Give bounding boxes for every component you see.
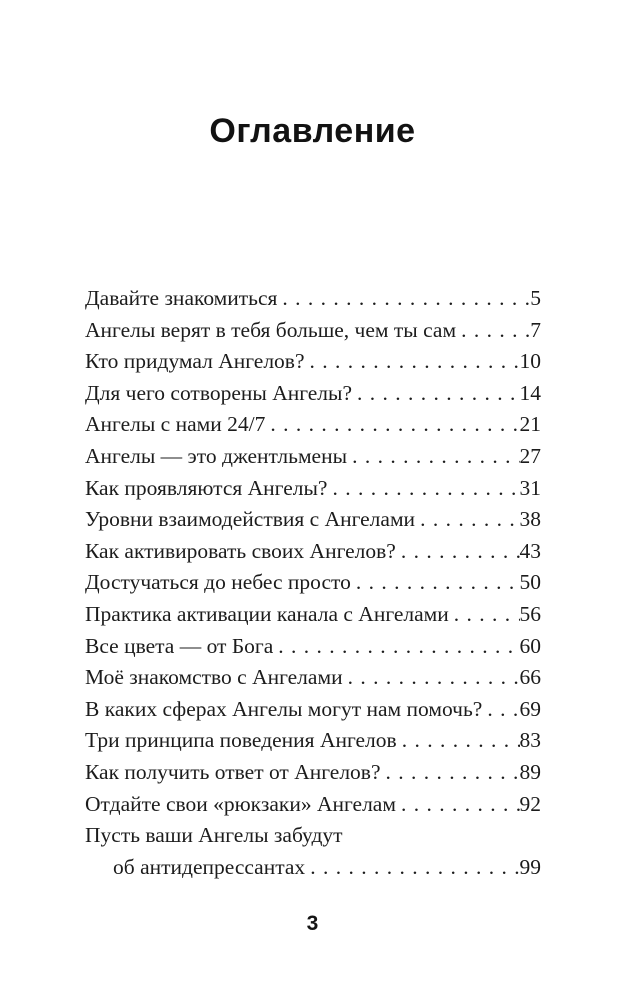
- toc-entry: [85, 694, 541, 726]
- toc-entry: [85, 789, 541, 821]
- toc-entry: [85, 662, 541, 694]
- toc-page-number: 83: [519, 728, 541, 753]
- toc-page-number: 21: [519, 412, 541, 437]
- toc-entry-title: Кто придумал Ангелов?: [85, 349, 305, 374]
- toc-entry: [85, 567, 541, 599]
- toc-entry: [85, 852, 541, 884]
- toc-page-number: 38: [519, 507, 541, 532]
- toc-entry: [85, 315, 541, 347]
- dot-leader: [454, 599, 520, 631]
- toc-entry: [85, 504, 541, 536]
- dot-leader: [310, 852, 519, 884]
- dot-leader: [270, 409, 519, 441]
- toc-entry: [85, 536, 541, 568]
- toc-entry-title: В каких сферах Ангелы могут нам помочь?: [85, 696, 483, 721]
- toc-entry-title: Ангелы с нами 24/7: [85, 412, 266, 437]
- dot-leader: [356, 567, 520, 599]
- toc-entry-title: Уровни взаимодействия с Ангелами: [85, 507, 416, 532]
- toc-entry-title: Давайте знакомиться: [85, 286, 278, 310]
- dot-leader: [332, 473, 519, 505]
- toc-entry-title: Достучаться до небес просто: [85, 570, 351, 595]
- dot-leader: [310, 346, 520, 378]
- toc-entry: [85, 757, 541, 789]
- toc-page-number: 66: [519, 665, 541, 690]
- dot-leader: [487, 694, 519, 726]
- toc-page-number: 27: [519, 443, 541, 468]
- toc-entry: [85, 599, 541, 631]
- toc-entry-title: Моё знакомство с Ангелами: [85, 665, 343, 690]
- toc-entry-title: Как проявляются Ангелы?: [85, 475, 328, 500]
- toc-page-number: 89: [519, 759, 541, 784]
- toc-page-number: 56: [519, 601, 541, 626]
- toc-page-number: 5: [530, 286, 541, 310]
- toc-page-number: 50: [519, 570, 541, 595]
- toc-entry-title: Практика активации канала с Ангелами: [85, 601, 449, 626]
- dot-leader: [282, 283, 530, 315]
- folio-page-number: 3: [306, 912, 319, 935]
- dot-leader: [402, 725, 520, 757]
- toc-page-number: 14: [519, 380, 541, 405]
- dot-leader: [357, 378, 519, 410]
- toc-entry: [85, 473, 541, 505]
- toc-entry-title: Все цвета — от Бога: [85, 633, 274, 658]
- toc-entry: [85, 346, 541, 378]
- toc-page-number: 69: [519, 696, 541, 721]
- toc-entry-title: об антидепрессантах: [113, 854, 306, 879]
- dot-leader: [386, 757, 520, 789]
- toc-entry: [85, 441, 541, 473]
- toc-entry-title: Отдайте свои «рюкзаки» Ангелам: [85, 791, 396, 816]
- toc-entry-title: Как получить ответ от Ангелов?: [85, 759, 381, 784]
- toc-page-number: 99: [519, 854, 541, 879]
- toc-page-number: 31: [519, 475, 541, 500]
- toc-page-number: 7: [530, 317, 541, 342]
- toc-entry-title: Ангелы верят в тебя больше, чем ты сам: [85, 317, 457, 342]
- dot-leader: [401, 789, 520, 821]
- toc-entry-title: Как активировать своих Ангелов?: [85, 538, 396, 563]
- toc-entry: [85, 283, 541, 315]
- dot-leader: [401, 536, 520, 568]
- dot-leader: [461, 315, 530, 347]
- toc-page-number: 10: [519, 349, 541, 374]
- toc-page-number: 60: [519, 633, 541, 658]
- toc-entry-title: Три принципа поведения Ангелов: [85, 728, 397, 753]
- toc-entry: [85, 409, 541, 441]
- page-title: Оглавление: [209, 112, 416, 150]
- toc-entry: [85, 725, 541, 757]
- dot-leader: [348, 662, 520, 694]
- toc-list: [85, 283, 541, 883]
- dot-leader: [352, 441, 519, 473]
- toc-entry-title: Для чего сотворены Ангелы?: [85, 380, 353, 405]
- toc-entry-title: Ангелы — это джентльмены: [85, 443, 348, 468]
- toc-entry: [85, 631, 541, 663]
- toc-entry: [85, 820, 541, 852]
- toc-entry: [85, 378, 541, 410]
- toc-page-number: 43: [519, 538, 541, 563]
- toc-page-number: 92: [519, 791, 541, 816]
- dot-leader: [278, 631, 519, 663]
- dot-leader: [420, 504, 519, 536]
- toc-entry-title: Пусть ваши Ангелы забудут: [85, 823, 343, 848]
